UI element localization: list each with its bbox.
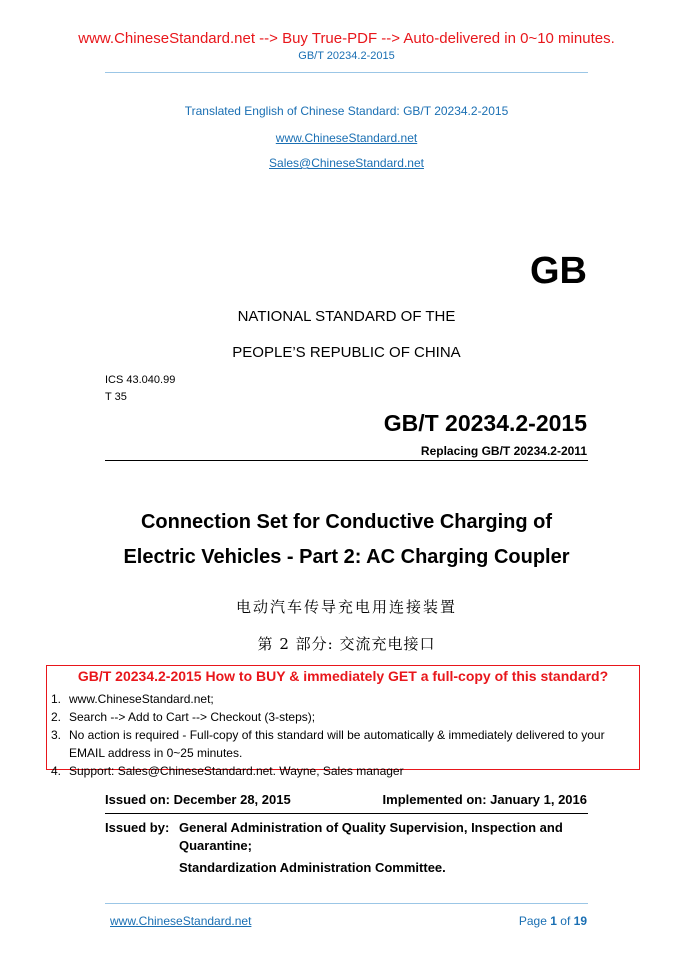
chinese-title-line-2: 第 2 部分: 交流充电接口 (257, 635, 436, 653)
translation-line: Translated English of Chinese Standard: GB/T 20234.2-2015 (184, 104, 509, 118)
issued-by-org-2: Standardization Administration Committee. (179, 860, 446, 875)
issued-on-date: Issued on: December 28, 2015 (105, 792, 291, 807)
step-text: No action is required - Full-copy of this standard will be automatically & immediately delivered to your EMAIL address in 0~25 minutes. (69, 728, 605, 760)
footer-divider (105, 903, 588, 904)
step-number: 4. (51, 764, 62, 778)
website-link[interactable]: www.ChineseStandard.net (275, 131, 418, 145)
step-text: Support: Sales@ChineseStandard.net. Wayne, Sales manager (69, 764, 404, 778)
title-line-2: Electric Vehicles - Part 2: AC Charging Coupler (123, 546, 570, 568)
email-link-wrapper (0, 154, 693, 172)
code-divider (105, 460, 588, 461)
national-standard-line1: NATIONAL STANDARD OF THE (237, 308, 456, 325)
purchase-info-box (46, 665, 640, 778)
issued-by-label: Issued by: (105, 820, 170, 835)
title-line-1: Connection Set for Conductive Charging of (140, 511, 553, 533)
page-label: Page (518, 914, 547, 928)
implemented-on-date: Implemented on: January 1, 2016 (382, 792, 587, 807)
website-link-wrapper (0, 129, 693, 147)
purchase-steps-list (51, 690, 629, 780)
step-text: www.ChineseStandard.net; (69, 692, 214, 706)
purchase-step (51, 690, 629, 708)
step-text: Search --> Add to Cart --> Checkout (3-steps); (69, 710, 316, 724)
header-standard-code: GB/T 20234.2-2015 (298, 50, 395, 62)
email-link[interactable]: Sales@ChineseStandard.net (269, 156, 424, 170)
step-number: 3. (51, 728, 62, 742)
header-divider (105, 72, 588, 73)
ics-code: ICS 43.040.99 (105, 374, 176, 386)
chinese-title-line-1: 电动汽车传导充电用连接装置 (235, 598, 457, 616)
standard-code: GB/T 20234.2-2015 (383, 410, 587, 436)
issued-by-org-1: General Administration of Quality Supervision, Inspection and Quarantine; (179, 820, 563, 853)
footer-website-link[interactable]: www.ChineseStandard.net (110, 914, 252, 928)
issue-divider (105, 813, 588, 814)
step-number: 2. (51, 710, 62, 724)
step-number: 1. (51, 692, 62, 706)
purchase-step (51, 708, 629, 726)
replacing-note: Replacing GB/T 20234.2-2011 (420, 444, 587, 458)
document-title (0, 505, 693, 575)
gb-mark: GB (530, 250, 587, 292)
of-label: of (560, 914, 571, 928)
page-indicator (519, 914, 587, 928)
classification-block (105, 372, 175, 406)
page-total: 19 (573, 914, 587, 928)
purchase-step (51, 762, 629, 780)
top-banner[interactable]: www.ChineseStandard.net --> Buy True-PDF --> Auto-delivered in 0~10 minutes. (78, 30, 615, 47)
t-code: T 35 (105, 391, 127, 403)
page-number: 1 (550, 914, 557, 928)
purchase-step (51, 726, 629, 762)
national-standard-line2: PEOPLE’S REPUBLIC OF CHINA (232, 344, 461, 361)
purchase-heading[interactable]: GB/T 20234.2-2015 How to BUY & immediately GET a full-copy of this standard? (77, 668, 609, 684)
